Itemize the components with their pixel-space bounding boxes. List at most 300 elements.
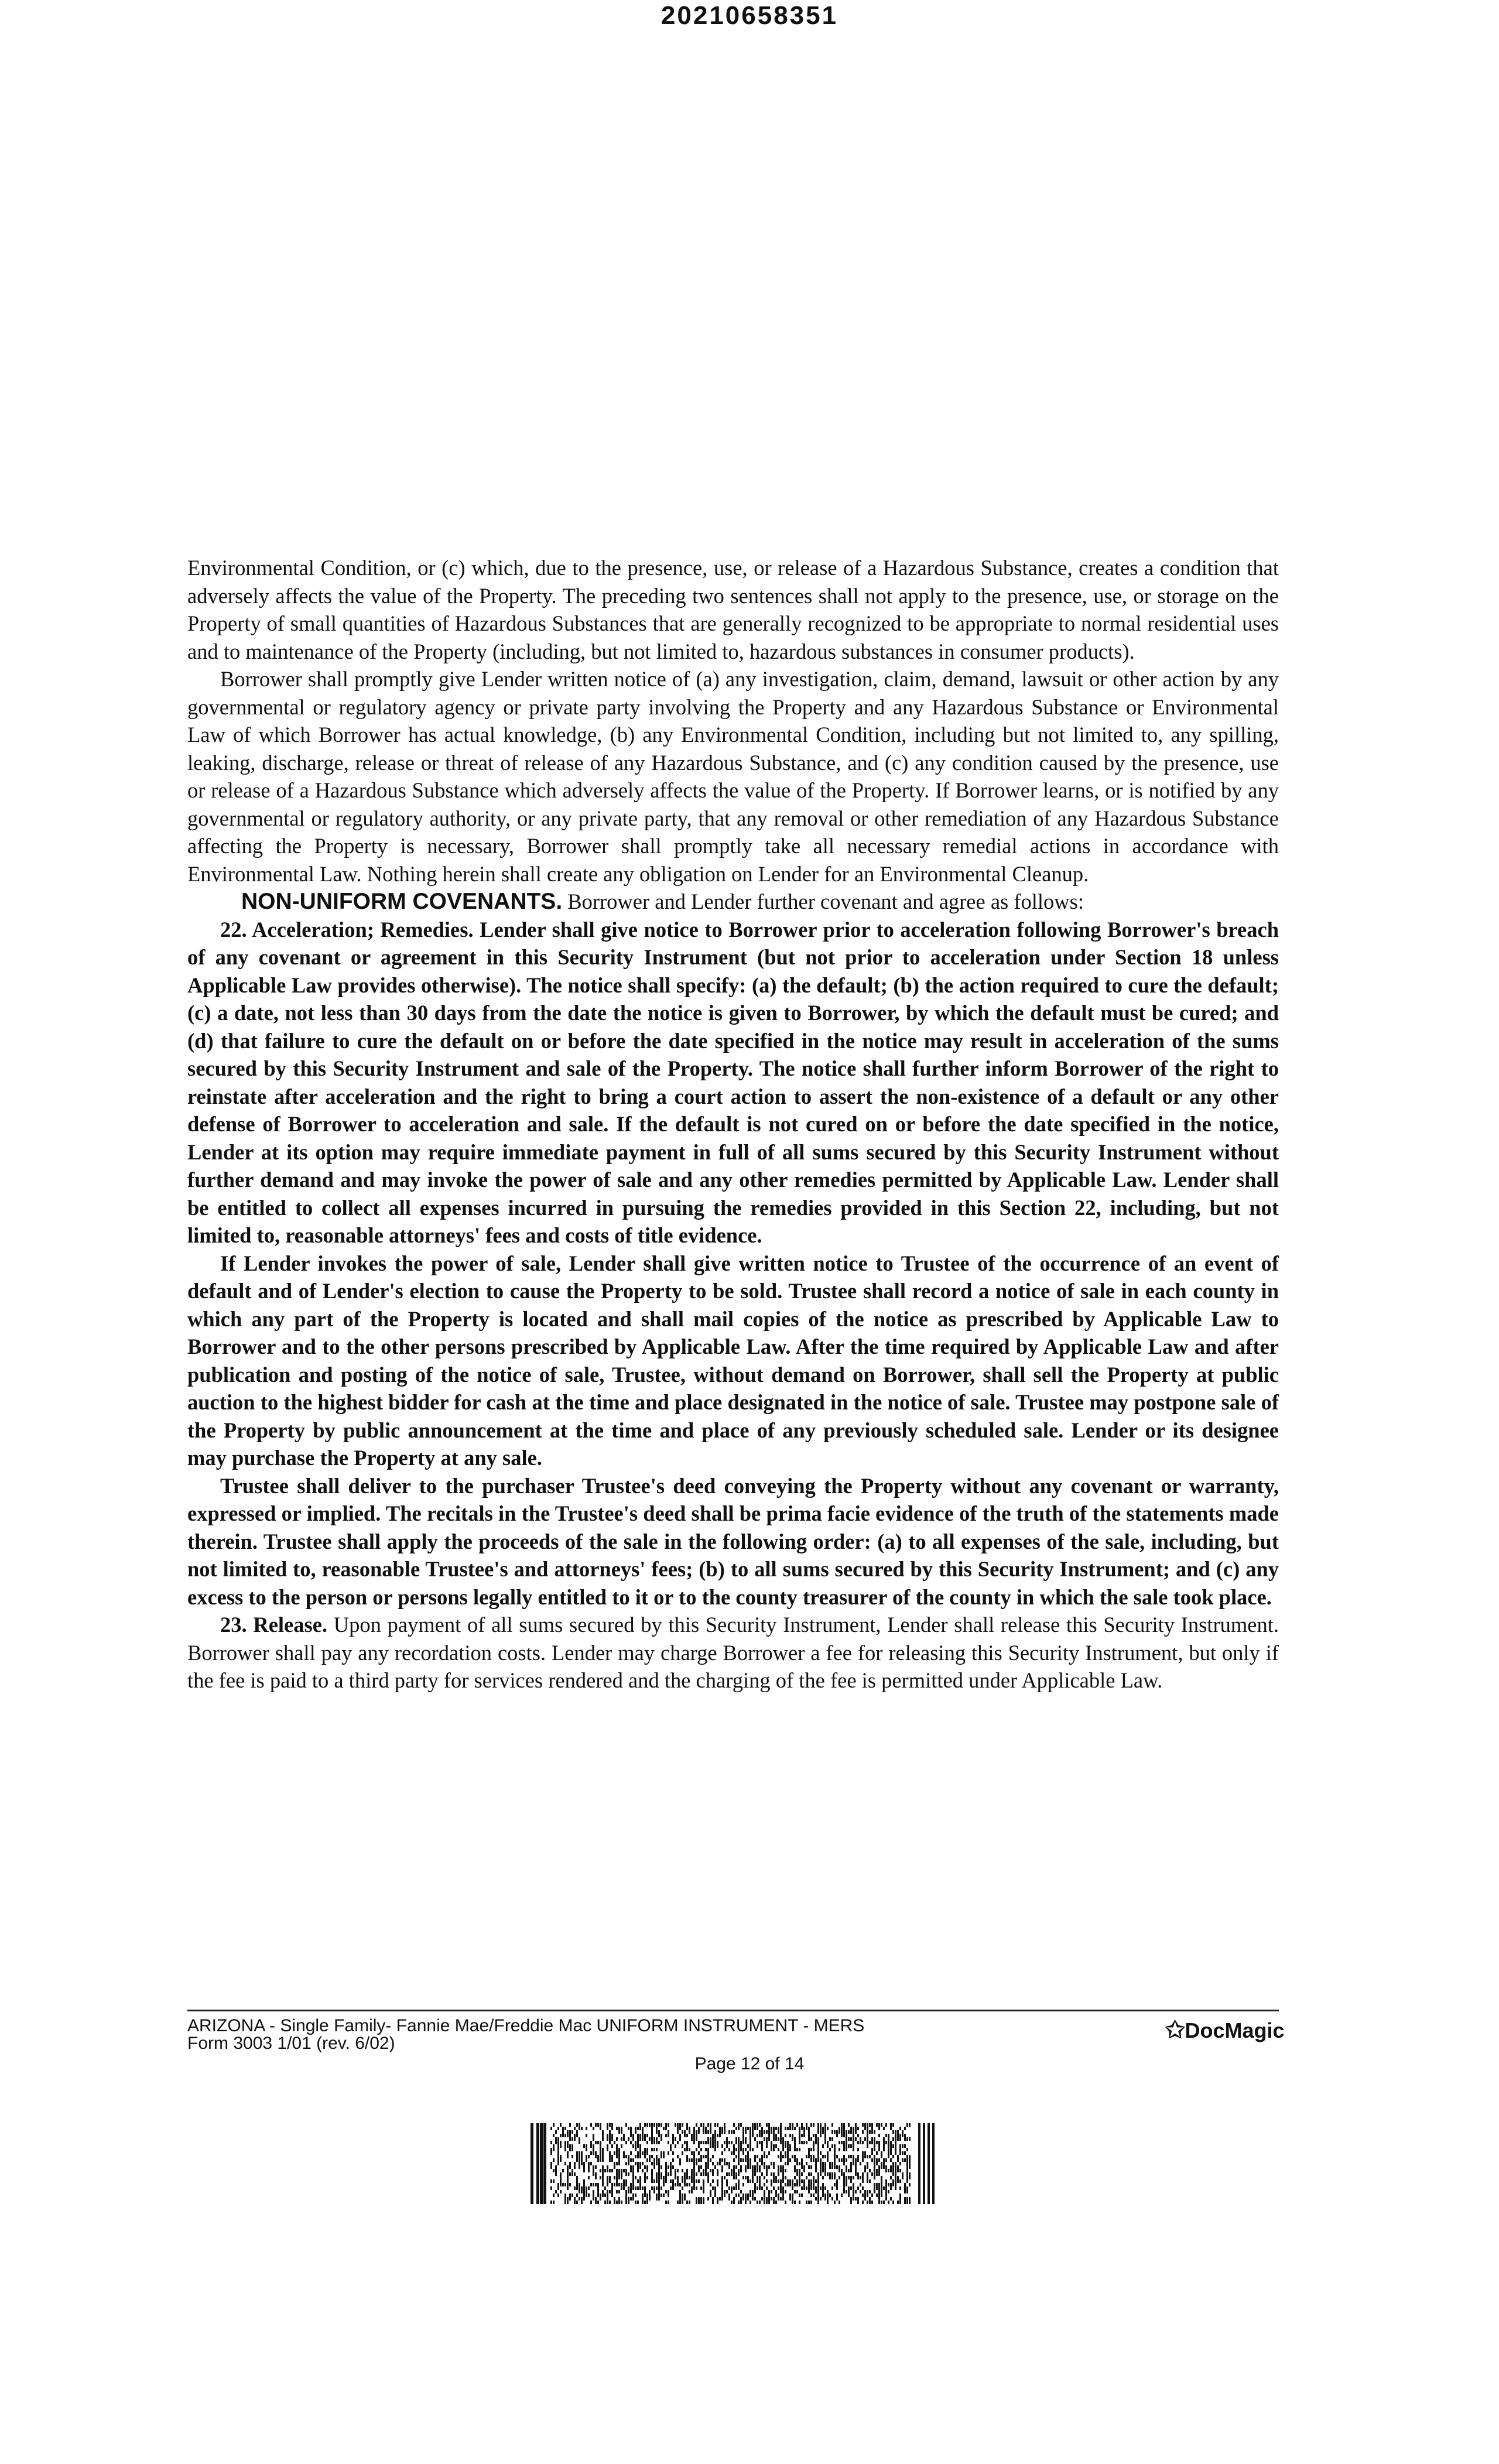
- barcode-module: [557, 2141, 559, 2144]
- barcode-module: [735, 2137, 737, 2141]
- barcode-module: [742, 2176, 744, 2179]
- barcode-module: [724, 2141, 725, 2144]
- barcode-module: [611, 2158, 613, 2162]
- barcode-module: [829, 2165, 831, 2169]
- barcode-module: [682, 2179, 683, 2183]
- barcode-module: [794, 2165, 796, 2169]
- barcode-module: [550, 2148, 552, 2151]
- barcode-module: [771, 2179, 772, 2183]
- barcode-module: [808, 2151, 810, 2155]
- barcode-module: [878, 2165, 880, 2169]
- barcode-module: [698, 2158, 700, 2162]
- barcode-module: [754, 2155, 756, 2158]
- barcode-module: [672, 2151, 674, 2155]
- barcode-module: [550, 2165, 552, 2169]
- barcode-module: [703, 2155, 704, 2158]
- barcode-module: [637, 2144, 639, 2148]
- barcode-module: [869, 2197, 871, 2201]
- barcode-module: [885, 2193, 887, 2197]
- barcode-module: [846, 2144, 847, 2148]
- barcode-module: [696, 2162, 697, 2165]
- barcode-module: [855, 2197, 857, 2201]
- barcode-module: [824, 2197, 826, 2201]
- barcode-module: [693, 2186, 695, 2190]
- barcode-module: [839, 2165, 840, 2169]
- barcode-module: [656, 2123, 658, 2127]
- barcode-module: [857, 2172, 859, 2176]
- barcode-module: [660, 2186, 662, 2190]
- barcode-module: [637, 2186, 639, 2190]
- barcode-module: [855, 2137, 857, 2141]
- barcode-module: [656, 2148, 658, 2151]
- barcode-module: [808, 2201, 810, 2204]
- barcode-module: [759, 2176, 761, 2179]
- barcode-module: [621, 2186, 622, 2190]
- barcode-module: [653, 2186, 655, 2190]
- barcode-module: [871, 2123, 873, 2127]
- barcode-module: [857, 2155, 859, 2158]
- barcode-module: [780, 2190, 782, 2193]
- barcode-module: [890, 2151, 892, 2155]
- barcode-module: [665, 2169, 667, 2172]
- barcode-module: [586, 2134, 587, 2137]
- barcode-module: [724, 2190, 725, 2193]
- barcode-module: [766, 2141, 768, 2144]
- barcode-module: [740, 2123, 742, 2127]
- barcode-module: [806, 2176, 807, 2179]
- barcode-module: [668, 2151, 669, 2155]
- barcode-module: [555, 2165, 557, 2169]
- barcode-module: [735, 2127, 737, 2130]
- barcode-module: [808, 2179, 810, 2183]
- barcode-module: [721, 2190, 723, 2193]
- section-23-paragraph: [187, 1611, 1279, 1695]
- barcode-module: [764, 2183, 765, 2186]
- barcode-module: [726, 2183, 728, 2186]
- barcode-module: [881, 2155, 882, 2158]
- barcode-module: [684, 2179, 686, 2183]
- barcode-module: [668, 2134, 669, 2137]
- barcode-module: [808, 2130, 810, 2134]
- barcode-module: [621, 2144, 622, 2148]
- barcode-module: [595, 2123, 597, 2127]
- barcode-module: [726, 2137, 728, 2141]
- barcode-module: [909, 2165, 911, 2169]
- barcode-module: [632, 2144, 634, 2148]
- barcode-module: [677, 2130, 679, 2134]
- barcode-module: [630, 2165, 632, 2169]
- barcode-module: [752, 2193, 754, 2197]
- barcode-module: [660, 2155, 662, 2158]
- barcode-module: [571, 2148, 573, 2151]
- barcode-module: [569, 2144, 571, 2148]
- barcode-module: [876, 2169, 878, 2172]
- barcode-module: [703, 2197, 704, 2201]
- barcode-module: [897, 2134, 899, 2137]
- barcode-module: [892, 2130, 894, 2134]
- barcode-module: [752, 2130, 754, 2134]
- barcode-module: [867, 2130, 868, 2134]
- barcode-module: [700, 2197, 702, 2201]
- barcode-module: [843, 2148, 845, 2151]
- barcode-module: [717, 2144, 718, 2148]
- barcode-module: [815, 2186, 817, 2190]
- barcode-module: [705, 2155, 707, 2158]
- barcode-module: [853, 2162, 854, 2165]
- barcode-module: [740, 2158, 742, 2162]
- barcode-module: [557, 2144, 559, 2148]
- barcode-module: [719, 2197, 721, 2201]
- barcode-module: [639, 2137, 641, 2141]
- barcode-module: [733, 2197, 735, 2201]
- barcode-module: [878, 2158, 880, 2162]
- barcode-module: [815, 2179, 817, 2183]
- barcode-module: [637, 2151, 639, 2155]
- barcode-module: [867, 2165, 868, 2169]
- barcode-module: [853, 2134, 854, 2137]
- barcode-module: [792, 2127, 793, 2130]
- barcode-module: [721, 2151, 723, 2155]
- barcode-module: [745, 2155, 747, 2158]
- barcode-module: [806, 2162, 807, 2165]
- barcode-module: [658, 2193, 660, 2197]
- barcode-module: [560, 2155, 562, 2158]
- barcode-module: [635, 2193, 636, 2197]
- barcode-module: [735, 2176, 737, 2179]
- barcode-module: [888, 2183, 889, 2186]
- barcode-module: [874, 2183, 875, 2186]
- barcode-module: [888, 2141, 889, 2144]
- barcode-module: [750, 2141, 751, 2144]
- barcode-module: [857, 2141, 859, 2144]
- barcode-module: [857, 2134, 859, 2137]
- barcode-module: [672, 2141, 674, 2144]
- barcode-module: [817, 2130, 819, 2134]
- barcode-module: [595, 2155, 597, 2158]
- barcode-module: [555, 2137, 557, 2141]
- barcode-module: [827, 2155, 829, 2158]
- barcode-module: [677, 2123, 679, 2127]
- barcode-module: [642, 2197, 644, 2201]
- barcode-module: [850, 2162, 852, 2165]
- barcode-module: [853, 2148, 854, 2151]
- barcode-module: [562, 2169, 564, 2172]
- barcode-module: [843, 2144, 845, 2148]
- barcode-module: [698, 2144, 700, 2148]
- barcode-module: [731, 2141, 733, 2144]
- barcode-module: [588, 2162, 590, 2165]
- barcode-module: [883, 2162, 885, 2165]
- barcode-module: [665, 2127, 667, 2130]
- barcode-module: [689, 2190, 690, 2193]
- barcode-module: [799, 2137, 800, 2141]
- barcode-module: [682, 2197, 683, 2201]
- barcode-module: [698, 2197, 700, 2201]
- barcode-module: [593, 2169, 594, 2172]
- barcode-module: [630, 2169, 632, 2172]
- barcode: [531, 2123, 935, 2204]
- barcode-module: [815, 2134, 817, 2137]
- barcode-module: [897, 2169, 899, 2172]
- barcode-module: [890, 2183, 892, 2186]
- barcode-module: [611, 2183, 613, 2186]
- barcode-module: [890, 2148, 892, 2151]
- barcode-module: [637, 2155, 639, 2158]
- barcode-module: [733, 2186, 735, 2190]
- barcode-module: [867, 2123, 868, 2127]
- barcode-module: [691, 2190, 693, 2193]
- barcode-module: [623, 2137, 625, 2141]
- barcode-module: [677, 2179, 679, 2183]
- barcode-module: [682, 2186, 683, 2190]
- barcode-module: [815, 2137, 817, 2141]
- barcode-module: [672, 2183, 674, 2186]
- barcode-module: [733, 2130, 735, 2134]
- barcode-module: [857, 2148, 859, 2151]
- barcode-module: [600, 2148, 601, 2151]
- barcode-module: [571, 2172, 573, 2176]
- barcode-module: [698, 2141, 700, 2144]
- barcode-module: [843, 2158, 845, 2162]
- barcode-module: [892, 2123, 894, 2127]
- barcode-module: [757, 2144, 758, 2148]
- barcode-module: [831, 2165, 833, 2169]
- barcode-module: [895, 2165, 896, 2169]
- barcode-module: [686, 2158, 688, 2162]
- barcode-module: [625, 2141, 627, 2144]
- barcode-module: [557, 2148, 559, 2151]
- barcode-module: [581, 2186, 583, 2190]
- barcode-module: [740, 2148, 742, 2151]
- barcode-module: [660, 2172, 662, 2176]
- barcode-module: [757, 2134, 758, 2137]
- barcode-module: [710, 2190, 711, 2193]
- barcode-module: [750, 2148, 751, 2151]
- barcode-module: [874, 2158, 875, 2162]
- barcode-module: [745, 2158, 747, 2162]
- barcode-module: [789, 2148, 791, 2151]
- barcode-module: [761, 2130, 763, 2134]
- barcode-module: [595, 2176, 597, 2179]
- barcode-module: [874, 2169, 875, 2172]
- barcode-module: [609, 2155, 611, 2158]
- barcode-module: [555, 2172, 557, 2176]
- barcode-module: [824, 2134, 826, 2137]
- barcode-module: [876, 2158, 878, 2162]
- barcode-module: [902, 2130, 903, 2134]
- barcode-module: [735, 2155, 737, 2158]
- barcode-module: [653, 2137, 655, 2141]
- barcode-module: [883, 2144, 885, 2148]
- barcode-module: [829, 2193, 831, 2197]
- barcode-module: [616, 2127, 618, 2130]
- barcode-module: [761, 2172, 763, 2176]
- barcode-module: [785, 2155, 786, 2158]
- barcode-module: [728, 2197, 730, 2201]
- barcode-module: [883, 2148, 885, 2151]
- barcode-module: [607, 2176, 608, 2179]
- barcode-module: [733, 2176, 735, 2179]
- barcode-module: [562, 2127, 564, 2130]
- barcode-module: [836, 2155, 838, 2158]
- barcode-module: [834, 2155, 836, 2158]
- barcode-module: [771, 2190, 772, 2193]
- barcode-module: [745, 2169, 747, 2172]
- barcode-module: [796, 2183, 798, 2186]
- barcode-module: [616, 2144, 618, 2148]
- barcode-module: [885, 2134, 887, 2137]
- barcode-module: [853, 2190, 854, 2193]
- barcode-module: [625, 2201, 627, 2204]
- barcode-module: [932, 2123, 935, 2204]
- barcode-module: [717, 2197, 718, 2201]
- barcode-module: [848, 2137, 850, 2141]
- barcode-module: [649, 2193, 651, 2197]
- barcode-module: [904, 2137, 906, 2141]
- barcode-module: [672, 2186, 674, 2190]
- barcode-module: [642, 2130, 644, 2134]
- barcode-module: [827, 2193, 829, 2197]
- barcode-module: [618, 2155, 620, 2158]
- barcode-module: [860, 2137, 861, 2141]
- barcode-module: [771, 2183, 772, 2186]
- barcode-module: [679, 2134, 681, 2137]
- barcode-module: [839, 2130, 840, 2134]
- barcode-module: [632, 2134, 634, 2137]
- barcode-module: [660, 2176, 662, 2179]
- barcode-module: [890, 2169, 892, 2172]
- barcode-module: [857, 2176, 859, 2179]
- barcode-module: [607, 2127, 608, 2130]
- barcode-module: [853, 2155, 854, 2158]
- barcode-module: [703, 2127, 704, 2130]
- barcode-module: [691, 2186, 693, 2190]
- barcode-module: [888, 2169, 889, 2172]
- barcode-module: [839, 2169, 840, 2172]
- barcode-module: [785, 2169, 786, 2172]
- docmagic-logo: [1165, 2017, 1285, 2044]
- barcode-module: [862, 2193, 864, 2197]
- barcode-module: [576, 2158, 578, 2162]
- barcode-module: [902, 2151, 903, 2155]
- barcode-module: [796, 2158, 798, 2162]
- barcode-module: [728, 2186, 730, 2190]
- barcode-module: [703, 2123, 704, 2127]
- barcode-module: [864, 2193, 866, 2197]
- barcode-module: [759, 2130, 761, 2134]
- barcode-module: [862, 2158, 864, 2162]
- barcode-module: [721, 2179, 723, 2183]
- barcode-module: [693, 2137, 695, 2141]
- barcode-module: [733, 2201, 735, 2204]
- barcode-module: [768, 2151, 770, 2155]
- barcode-module: [597, 2193, 599, 2197]
- barcode-module: [764, 2155, 765, 2158]
- barcode-module: [824, 2162, 826, 2165]
- barcode-module: [581, 2155, 583, 2158]
- barcode-module: [759, 2123, 761, 2127]
- barcode-module: [742, 2134, 744, 2137]
- barcode-module: [892, 2183, 894, 2186]
- barcode-module: [581, 2151, 583, 2155]
- barcode-module: [778, 2193, 779, 2197]
- barcode-module: [675, 2169, 676, 2172]
- barcode-module: [550, 2151, 552, 2155]
- barcode-module: [906, 2137, 908, 2141]
- barcode-module: [773, 2162, 775, 2165]
- barcode-module: [686, 2169, 688, 2172]
- barcode-module: [665, 2162, 667, 2165]
- barcode-module: [787, 2144, 789, 2148]
- barcode-module: [831, 2172, 833, 2176]
- barcode-module: [742, 2130, 744, 2134]
- barcode-module: [625, 2169, 627, 2172]
- barcode-module: [806, 2127, 807, 2130]
- barcode-module: [766, 2186, 768, 2190]
- barcode-module: [890, 2127, 892, 2130]
- barcode-module: [862, 2130, 864, 2134]
- barcode-module: [754, 2197, 756, 2201]
- barcode-module: [757, 2123, 758, 2127]
- barcode-module: [644, 2134, 646, 2137]
- barcode-module: [761, 2127, 763, 2130]
- barcode-module: [796, 2123, 798, 2127]
- barcode-module: [717, 2134, 718, 2137]
- barcode-module: [703, 2190, 704, 2193]
- barcode-module: [642, 2127, 644, 2130]
- barcode-module: [731, 2130, 733, 2134]
- barcode-module: [909, 2155, 911, 2158]
- barcode-module: [621, 2201, 622, 2204]
- barcode-module: [696, 2123, 697, 2127]
- barcode-module: [768, 2130, 770, 2134]
- barcode-module: [876, 2186, 878, 2190]
- barcode-module: [632, 2176, 634, 2179]
- barcode-module: [614, 2201, 615, 2204]
- barcode-module: [834, 2151, 836, 2155]
- barcode-module: [564, 2144, 566, 2148]
- barcode-module: [670, 2169, 672, 2172]
- barcode-module: [569, 2183, 571, 2186]
- barcode-module: [639, 2144, 641, 2148]
- barcode-module: [616, 2155, 618, 2158]
- barcode-module: [754, 2172, 756, 2176]
- barcode-module: [586, 2186, 587, 2190]
- barcode-module: [850, 2127, 852, 2130]
- barcode-module: [693, 2176, 695, 2179]
- barcode-module: [682, 2201, 683, 2204]
- barcode-module: [895, 2130, 896, 2134]
- barcode-module: [700, 2158, 702, 2162]
- barcode-module: [630, 2183, 632, 2186]
- barcode-module: [635, 2141, 636, 2144]
- barcode-module: [682, 2193, 683, 2197]
- barcode-module: [703, 2201, 704, 2204]
- barcode-module: [540, 2123, 543, 2204]
- barcode-module: [820, 2134, 822, 2137]
- barcode-module: [712, 2179, 714, 2183]
- barcode-module: [881, 2193, 882, 2197]
- barcode-module: [885, 2165, 887, 2169]
- barcode-module: [801, 2179, 803, 2183]
- barcode-module: [752, 2197, 754, 2201]
- barcode-module: [625, 2155, 627, 2158]
- barcode-module: [794, 2169, 796, 2172]
- barcode-module: [843, 2123, 845, 2127]
- barcode-module: [766, 2172, 768, 2176]
- barcode-module: [768, 2127, 770, 2130]
- barcode-module: [579, 2165, 580, 2169]
